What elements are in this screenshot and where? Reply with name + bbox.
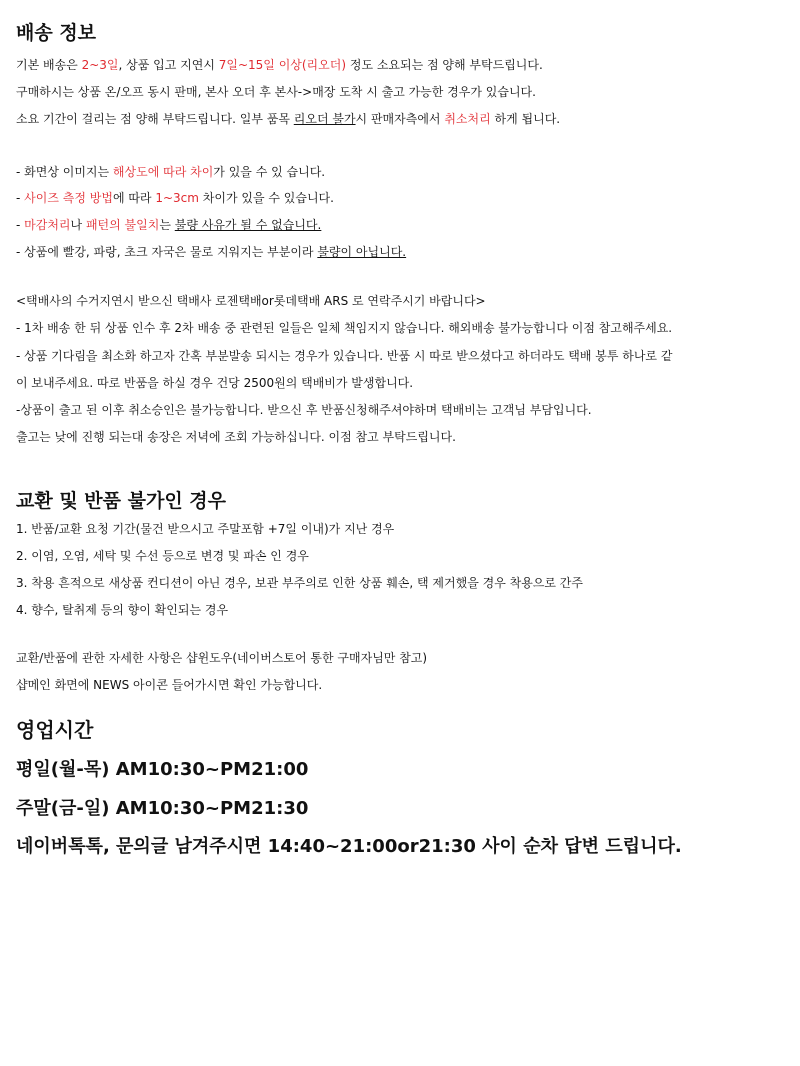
notice-bullet-2 bbox=[16, 190, 334, 206]
notice-bullet-4 bbox=[16, 244, 406, 260]
emphasis-text: 1~3cm bbox=[155, 191, 199, 205]
policy-line-2: - 상품 기다림을 최소화 하고자 간혹 부분발송 되시는 경우가 있습니다. 반품 시 따로 받으셨다고 하더라도 택배 봉투 하나로 같 bbox=[16, 349, 673, 363]
shipping-info-title: 배송 정보 bbox=[16, 22, 97, 44]
emphasis-text: 사이즈 측정 방법 bbox=[24, 191, 113, 205]
text-run: - bbox=[16, 191, 25, 205]
emphasis-text: 마감처리 bbox=[24, 218, 71, 232]
underlined-text: 리오더 불가 bbox=[293, 112, 356, 126]
exchange-return-title: 교환 및 반품 불가인 경우 bbox=[16, 490, 226, 512]
exchange-item-3: 3. 착용 흔적으로 새상품 컨디션이 아닌 경우, 보관 부주의로 인한 상품 훼손, 택 제거했을 경우 착용으로 간주 bbox=[16, 576, 583, 590]
courier-notice: <택배사의 수거지연시 받으신 택배사 로젠택배or롯데택배 ARS 로 연락주시기 바랍니다> bbox=[16, 294, 486, 308]
emphasis-text: 2~3일 bbox=[81, 58, 119, 72]
business-hours-title: 영업시간 bbox=[16, 718, 94, 742]
exchange-item-2: 2. 이염, 오염, 세탁 및 수선 등으로 변경 및 파손 인 경우 bbox=[16, 549, 309, 563]
underlined-text: 불량이 아닙니다. bbox=[317, 245, 407, 259]
underlined-text: 불량 사유가 될 수 없습니다. bbox=[174, 218, 322, 232]
text-run: 기본 배송은 bbox=[16, 58, 82, 72]
notice-bullet-1 bbox=[16, 164, 325, 180]
policy-line-4: -상품이 출고 된 이후 취소승인은 불가능합니다. 받으신 후 반품신청해주셔야하며 택배비는 고객님 부담입니다. bbox=[16, 403, 592, 417]
text-run: 정도 소요되는 점 양해 부탁드립니다. bbox=[346, 58, 543, 72]
exchange-note-1: 교환/반품에 관한 자세한 사항은 샵윈도우(네이버스토어 통한 구매자님만 참고) bbox=[16, 651, 428, 665]
text-run: 차이가 있을 수 있습니다. bbox=[198, 191, 334, 205]
text-run: 나 bbox=[70, 218, 86, 232]
text-run: 에 따라 bbox=[112, 191, 156, 205]
shipping-paragraph-3 bbox=[16, 111, 560, 127]
exchange-item-4: 4. 향수, 탈취제 등의 향이 확인되는 경우 bbox=[16, 603, 229, 617]
exchange-note-2: 샵메인 화면에 NEWS 아이콘 들어가시면 확인 가능합니다. bbox=[16, 678, 323, 692]
text-run: - bbox=[16, 218, 25, 232]
emphasis-text: 패턴의 불일치 bbox=[85, 218, 160, 232]
text-run: 가 있을 수 있 습니다. bbox=[213, 165, 326, 179]
text-run: 소요 기간이 걸리는 점 양해 부탁드립니다. 일부 품목 bbox=[16, 112, 294, 126]
weekend-hours: 주말(금-일) AM10:30~PM21:30 bbox=[16, 798, 309, 819]
text-run: 시 판매자측에서 bbox=[355, 112, 445, 126]
weekday-hours: 평일(월-목) AM10:30~PM21:00 bbox=[16, 759, 309, 780]
text-run: 하게 됩니다. bbox=[490, 112, 561, 126]
exchange-item-1: 1. 반품/교환 요청 기간(물건 받으시고 주말포함 +7일 이내)가 지난 경우 bbox=[16, 522, 395, 536]
policy-line-3: 이 보내주세요. 따로 반품을 하실 경우 건당 2500원의 택배비가 발생합니다. bbox=[16, 376, 414, 390]
notice-bullet-3 bbox=[16, 217, 321, 233]
text-run: - 상품에 빨강, 파랑, 초크 자국은 물로 지워지는 부분이라 bbox=[16, 245, 318, 259]
policy-line-5: 출고는 낮에 진행 되는대 송장은 저녁에 조회 가능하십니다. 이점 참고 부탁드립니다. bbox=[16, 430, 456, 444]
talk-response-hours: 네이버톡톡, 문의글 남겨주시면 14:40~21:00or21:30 사이 순차 답변 드립니다. bbox=[16, 836, 682, 857]
shipping-paragraph-1 bbox=[16, 57, 543, 73]
text-run: 는 bbox=[159, 218, 175, 232]
policy-line-1: - 1차 배송 한 뒤 상품 인수 후 2차 배송 중 관련된 일들은 일체 책임지지 않습니다. 해외배송 불가능합니다 이점 참고해주세요. bbox=[16, 321, 673, 335]
text-run: - 화면상 이미지는 bbox=[16, 165, 113, 179]
emphasis-text: 해상도에 따라 차이 bbox=[112, 165, 214, 179]
emphasis-text: 7일~15일 이상(리오더) bbox=[218, 58, 347, 72]
shipping-paragraph-2: 구매하시는 상품 온/오프 동시 판매, 본사 오더 후 본사->매장 도착 시 출고 가능한 경우가 있습니다. bbox=[16, 85, 536, 99]
emphasis-text: 취소처리 bbox=[444, 112, 491, 126]
text-run: , 상품 입고 지연시 bbox=[118, 58, 219, 72]
